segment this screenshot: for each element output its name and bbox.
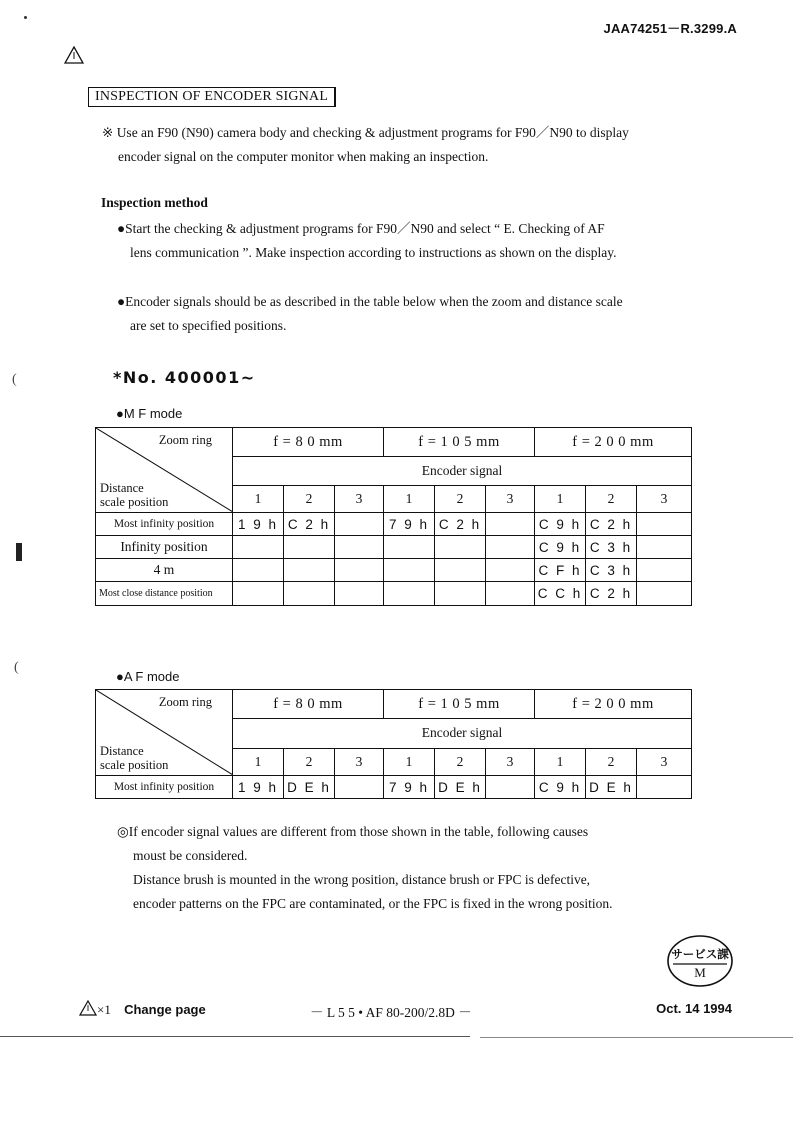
focal-header: f = 2 0 0 mm	[535, 428, 692, 457]
cause-line: encoder patterns on the FPC are contaminated, or the FPC is fixed in the wrong position.	[133, 896, 613, 911]
usage-note	[102, 121, 742, 169]
scan-speck	[24, 16, 27, 19]
revision-count: ×1	[97, 1002, 111, 1017]
document-id: JAA74251－R.3299.A	[603, 21, 737, 36]
serial-number: *No. 400001~	[113, 368, 256, 387]
cause-line: Distance brush is mounted in the wrong position, distance brush or FPC is defective,	[133, 872, 591, 887]
signal-cell: 7 9 h	[384, 513, 435, 536]
row-label: Most close distance position	[96, 582, 233, 606]
mf-encoder-table	[95, 427, 692, 606]
sub-col-header: 3	[637, 485, 692, 512]
table-row	[96, 776, 692, 799]
signal-cell: C 3 h	[586, 559, 637, 582]
distance-scale-label: Distance scale position	[100, 744, 169, 772]
signal-cell: 7 9 h	[384, 776, 435, 799]
note-symbol: ※	[102, 125, 114, 140]
signal-cell	[637, 513, 692, 536]
sub-col-header: 2	[435, 748, 486, 775]
signal-cell	[335, 582, 384, 606]
signal-cell	[486, 513, 535, 536]
header-corner	[96, 690, 233, 776]
signal-cell: C 3 h	[586, 536, 637, 559]
sub-col-header: 1	[384, 748, 435, 775]
scan-mark: (	[14, 660, 19, 675]
signal-cell	[233, 536, 284, 559]
focal-header: f = 1 0 5 mm	[384, 428, 535, 457]
signal-cell	[486, 776, 535, 799]
signal-cell: 1 9 h	[233, 513, 284, 536]
encoder-signal-header: Encoder signal	[233, 457, 692, 485]
focal-header: f = 8 0 mm	[233, 690, 384, 719]
sub-col-header: 2	[435, 485, 486, 512]
bullet-icon: ●	[117, 294, 126, 309]
bullet-icon: ●	[117, 221, 126, 236]
row-label: Most infinity position	[96, 776, 233, 799]
signal-cell	[384, 559, 435, 582]
table-row	[96, 536, 692, 559]
sub-col-header: 2	[586, 748, 637, 775]
signal-cell: D E h	[284, 776, 335, 799]
mf-mode-title: ●M F mode	[116, 406, 183, 421]
signal-cell: C 9 h	[535, 513, 586, 536]
focal-header: f = 2 0 0 mm	[535, 690, 692, 719]
bullet-line: lens communication ”. Make inspection according to instructions as shown on the display.	[130, 245, 617, 260]
signal-cell	[435, 559, 486, 582]
double-circle-icon: ◎	[117, 824, 129, 839]
row-label: Most infinity position	[96, 513, 233, 536]
signal-cell: C 2 h	[586, 513, 637, 536]
revision-triangle-icon	[79, 1000, 97, 1016]
signal-cell: C 9 h	[535, 536, 586, 559]
af-encoder-table	[95, 689, 692, 799]
signal-cell: D E h	[586, 776, 637, 799]
signal-cell	[637, 536, 692, 559]
note-line: Use an F90 (N90) camera body and checking & adjustment programs for F90／N90 to display	[116, 125, 629, 140]
table-row	[96, 582, 692, 606]
signal-cell	[335, 513, 384, 536]
signal-cell	[284, 536, 335, 559]
encoder-signal-header: Encoder signal	[233, 719, 692, 748]
signal-cell: C F h	[535, 559, 586, 582]
change-page-label: Change page	[124, 1002, 206, 1017]
stamp-letter: M	[694, 965, 706, 980]
sub-col-header: 2	[284, 485, 335, 512]
row-label: 4 m	[96, 559, 233, 582]
signal-cell: C 2 h	[586, 582, 637, 606]
signal-cell	[486, 536, 535, 559]
signal-cell: D E h	[435, 776, 486, 799]
sub-col-header: 3	[486, 485, 535, 512]
page-reference: － L 5 5 • AF 80-200/2.8D －	[310, 1005, 472, 1020]
focal-header: f = 1 0 5 mm	[384, 690, 535, 719]
signal-cell	[486, 582, 535, 606]
footer-change-page	[79, 1000, 206, 1018]
scan-mark: (	[12, 372, 17, 387]
method-bullet	[117, 217, 742, 265]
signal-cell	[435, 536, 486, 559]
service-stamp	[665, 934, 735, 988]
inspection-method-title: Inspection method	[101, 195, 208, 210]
signal-cell	[637, 559, 692, 582]
table-row	[96, 559, 692, 582]
focal-header: f = 8 0 mm	[233, 428, 384, 457]
row-label: Infinity position	[96, 536, 233, 559]
sub-col-header: 1	[233, 485, 284, 512]
signal-cell: 1 9 h	[233, 776, 284, 799]
cause-line: If encoder signal values are different from those shown in the table, following causes	[128, 824, 589, 839]
distance-scale-label: Distance scale position	[100, 481, 169, 509]
sub-col-header: 2	[284, 748, 335, 775]
signal-cell	[284, 559, 335, 582]
bullet-line: Start the checking & adjustment programs for F90／N90 and select “ E. Checking of AF	[125, 221, 605, 236]
sub-col-header: 3	[637, 748, 692, 775]
sub-col-header: 1	[384, 485, 435, 512]
signal-cell	[637, 582, 692, 606]
stamp-text: サービス課	[671, 947, 729, 961]
signal-cell	[335, 776, 384, 799]
signal-cell	[384, 536, 435, 559]
signal-cell	[637, 776, 692, 799]
sub-col-header: 3	[486, 748, 535, 775]
sub-col-header: 1	[535, 485, 586, 512]
method-bullet	[117, 290, 742, 338]
revision-triangle-icon	[64, 46, 84, 64]
bullet-line: Encoder signals should be as described in the table below when the zoom and distance scale	[125, 294, 623, 309]
signal-cell	[384, 582, 435, 606]
table-row	[96, 513, 692, 536]
signal-cell	[233, 559, 284, 582]
signal-cell	[435, 582, 486, 606]
signal-cell: C C h	[535, 582, 586, 606]
note-line: encoder signal on the computer monitor when making an inspection.	[118, 149, 489, 164]
signal-cell: C 9 h	[535, 776, 586, 799]
sub-col-header: 1	[535, 748, 586, 775]
zoom-ring-label: Zoom ring	[158, 695, 212, 709]
cause-line: moust be considered.	[133, 848, 248, 863]
sub-col-header: 1	[233, 748, 284, 775]
sub-col-header: 3	[335, 485, 384, 512]
signal-cell	[335, 536, 384, 559]
sub-col-header: 3	[335, 748, 384, 775]
footer-divider	[0, 1036, 470, 1037]
signal-cell	[233, 582, 284, 606]
document-date: Oct. 14 1994	[656, 1001, 732, 1016]
signal-cell: C 2 h	[284, 513, 335, 536]
scan-mark	[16, 543, 22, 561]
signal-cell	[335, 559, 384, 582]
bullet-line: are set to specified positions.	[130, 318, 287, 333]
signal-cell	[284, 582, 335, 606]
zoom-ring-label: Zoom ring	[158, 433, 212, 447]
cause-note	[117, 820, 747, 916]
signal-cell	[486, 559, 535, 582]
af-mode-title: ●A F mode	[116, 669, 180, 684]
sub-col-header: 2	[586, 485, 637, 512]
section-heading: INSPECTION OF ENCODER SIGNAL	[88, 87, 336, 107]
footer-divider	[480, 1037, 793, 1038]
header-corner	[96, 428, 233, 513]
signal-cell: C 2 h	[435, 513, 486, 536]
